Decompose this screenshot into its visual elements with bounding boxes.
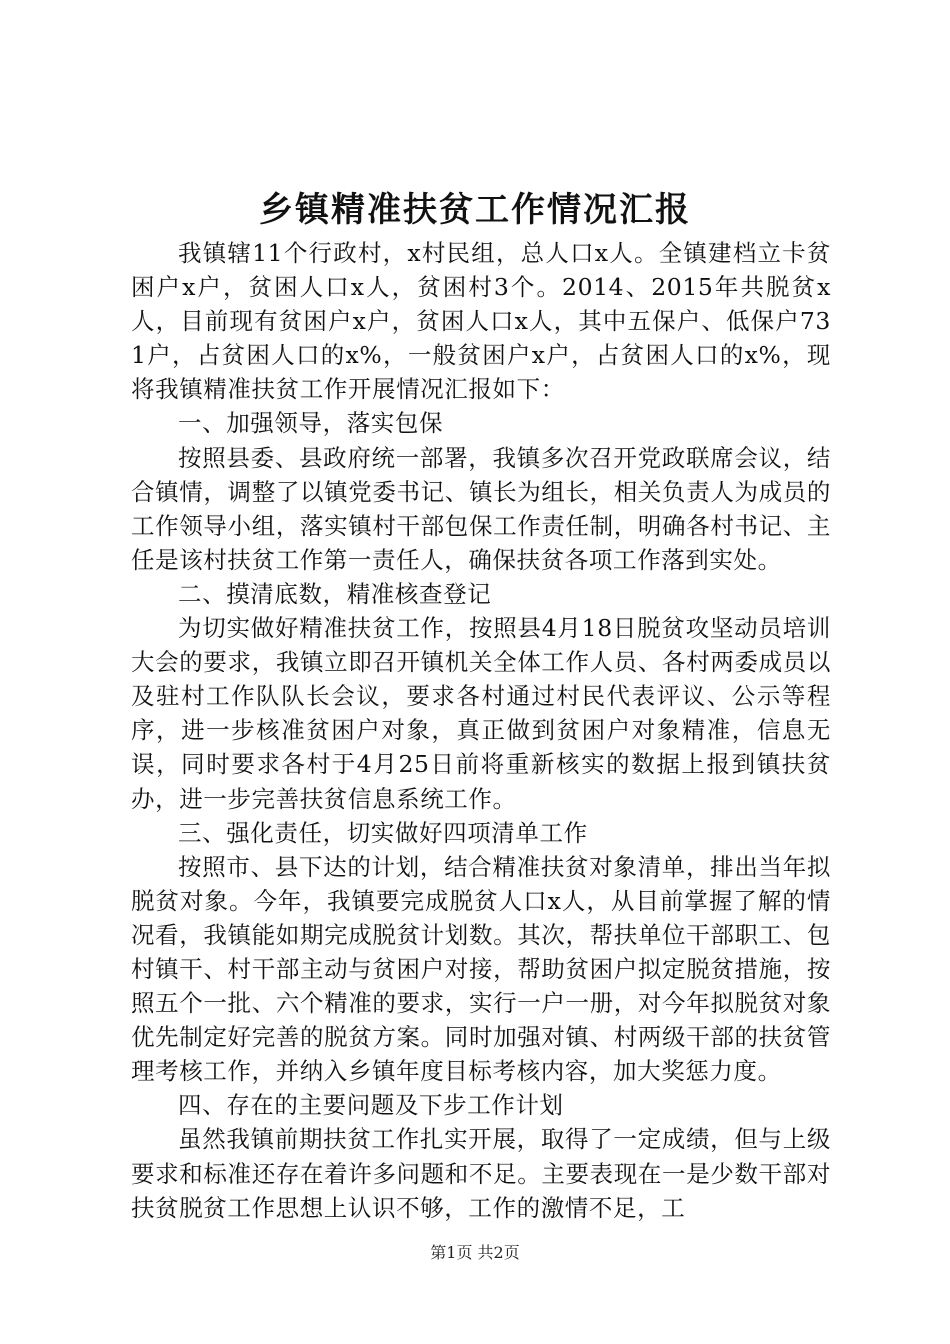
document-body — [131, 236, 831, 1225]
section-paragraph-1: 按照县委、县政府统一部署，我镇多次召开党政联席会议，结合镇情，调整了以镇党委书记、镇长为组长，相关负责人为成员的工作领导小组，落实镇村干部包保工作责任制，明确各村书记、主任是该村扶贫工作第一责任人，确保扶贫各项工作落到实处。 — [131, 443, 831, 574]
page-number-footer: 第1页 共2页 — [430, 1243, 520, 1262]
section-paragraph-4: 虽然我镇前期扶贫工作扎实开展，取得了一定成绩，但与上级要求和标准还存在着许多问题和不足。主要表现在一是少数干部对扶贫脱贫工作思想上认识不够，工作的激情不足，工 — [131, 1125, 831, 1222]
section-heading-4: 四、存在的主要问题及下步工作计划 — [178, 1091, 564, 1120]
intro-paragraph: 我镇辖11个行政村，x村民组，总人口x人。全镇建档立卡贫困户x户，贫困人口x人，贫困村3个。2014、2015年共脱贫x人，目前现有贫困户x户，贫困人口x人，其中五保户、低保户731户，占贫困人口的x%，一般贫困户x户，占贫困人口的x%，现将我镇精准扶贫工作开展情况汇报如下： — [131, 239, 831, 404]
document-title: 乡镇精准扶贫工作情况汇报 — [259, 190, 691, 230]
section-paragraph-3: 按照市、县下达的计划，结合精准扶贫对象清单，排出当年拟脱贫对象。今年，我镇要完成脱贫人口x人，从目前掌握了解的情况看，我镇能如期完成脱贫计划数。其次，帮扶单位干部职工、包村镇干、村干部主动与贫困户对接，帮助贫困户拟定脱贫措施，按照五个一批、六个精准的要求，实行一户一册，对今年拟脱贫对象优先制定好完善的脱贫方案。同时加强对镇、村两级干部的扶贫管理考核工作，并纳入乡镇年度目标考核内容，加大奖惩力度。 — [131, 852, 831, 1086]
section-heading-2: 二、摸清底数，精准核查登记 — [178, 579, 492, 608]
section-heading-1: 一、加强领导，落实包保 — [178, 409, 444, 438]
section-paragraph-2: 为切实做好精准扶贫工作，按照县4月18日脱贫攻坚动员培训大会的要求，我镇立即召开镇机关全体工作人员、各村两委成员以及驻村工作队队长会议，要求各村通过村民代表评议、公示等程序，进一步核准贫困户对象，真正做到贫困户对象精准，信息无误，同时要求各村于4月25日前将重新核实的数据上报到镇扶贫办，进一步完善扶贫信息系统工作。 — [131, 614, 831, 813]
section-heading-3: 三、强化责任，切实做好四项清单工作 — [178, 818, 588, 847]
